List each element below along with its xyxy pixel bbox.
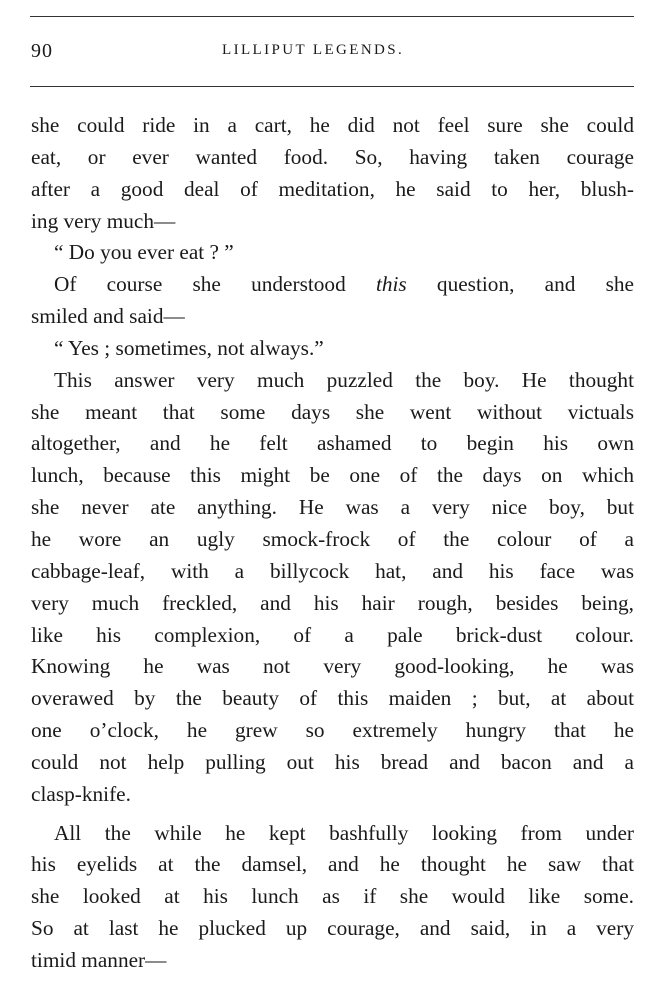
text-line: like his complexion, of a pale brick-dust colour. <box>31 622 634 647</box>
header-rule-bottom <box>30 86 634 87</box>
text-line: “ Yes ; sometimes, not always.” <box>54 335 324 360</box>
text-line: he wore an ugly smock-frock of the colour of a <box>31 526 634 551</box>
text-run: question, and she <box>406 272 634 297</box>
text-line <box>31 269 634 301</box>
text-line: after a good deal of meditation, he said to her, blush- <box>31 176 634 201</box>
text-run: Of course she understood <box>54 272 376 297</box>
text-line: lunch, because this might be one of the days on which <box>31 463 634 488</box>
text-line: overawed by the beauty of this maiden ; but, at about <box>31 686 634 711</box>
text-line: cabbage-leaf, with a billycock hat, and his face was <box>31 558 634 583</box>
text-line: she looked at his lunch as if she would like some. <box>31 884 634 909</box>
text-line: could not help pulling out his bread and bacon and a <box>31 749 634 774</box>
text-line: This answer very much puzzled the boy. He thought <box>54 367 634 392</box>
text-line: altogether, and he felt ashamed to begin his own <box>31 431 634 456</box>
text-line: ing very much— <box>31 208 176 233</box>
text-line: “ Do you ever eat ? ” <box>54 240 234 265</box>
text-line: she meant that some days she went without victuals <box>31 399 634 424</box>
text-line: smiled and said— <box>31 304 185 329</box>
text-line: timid manner— <box>31 947 167 972</box>
text-line: she never ate anything. He was a very nice boy, but <box>31 495 634 520</box>
body-text <box>31 110 634 977</box>
text-line: Knowing he was not very good-looking, he was <box>31 654 634 679</box>
page-number: 90 <box>31 40 53 62</box>
header-rule-top <box>30 16 634 17</box>
text-line: eat, or ever wanted food. So, having taken courage <box>31 144 634 169</box>
text-line: one o’clock, he grew so extremely hungry that he <box>31 718 634 743</box>
running-title: LILLIPUT LEGENDS. <box>222 42 405 58</box>
text-line: All the while he kept bashfully looking from under <box>54 820 634 845</box>
italic-word: this <box>375 272 407 297</box>
text-line: So at last he plucked up courage, and said, in a very <box>31 916 634 941</box>
text-line: clasp-knife. <box>31 781 131 806</box>
text-line: very much freckled, and his hair rough, besides being, <box>31 590 634 615</box>
text-line: his eyelids at the damsel, and he thought he saw that <box>31 852 634 877</box>
text-line: she could ride in a cart, he did not feel sure she could <box>31 113 634 137</box>
